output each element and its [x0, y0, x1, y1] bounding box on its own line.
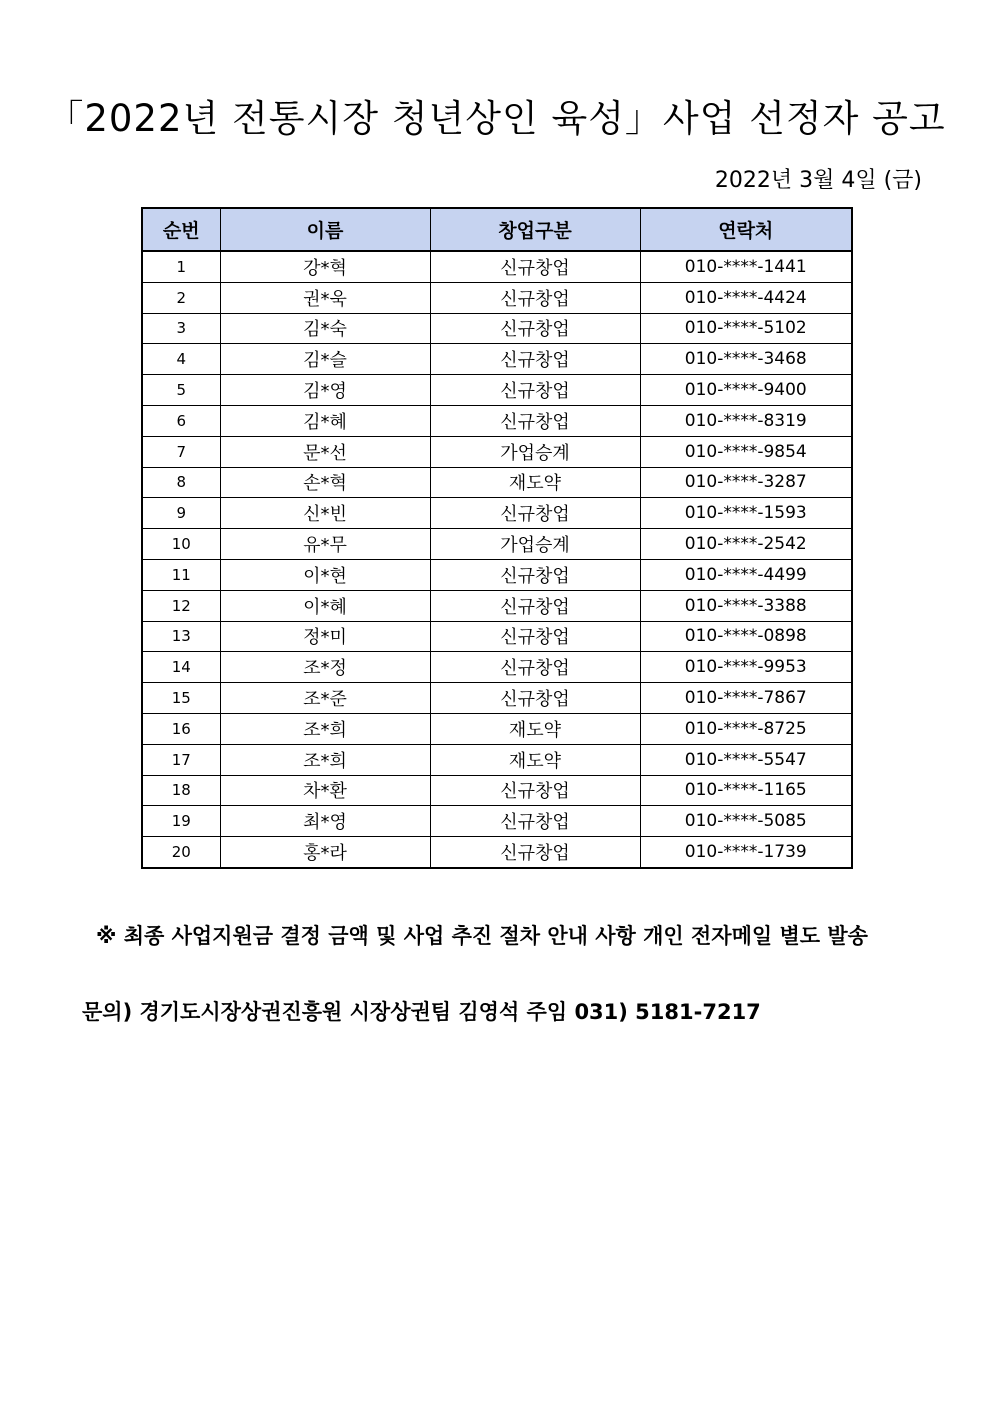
cell-type: 신규창업 — [430, 313, 640, 344]
cell-name: 권*욱 — [220, 282, 430, 313]
cell-contact: 010-****-4499 — [640, 559, 852, 590]
table-row — [142, 282, 852, 313]
table-row — [142, 713, 852, 744]
cell-number: 15 — [142, 683, 220, 714]
column-header-type: 창업구분 — [430, 208, 640, 251]
cell-type: 신규창업 — [430, 837, 640, 868]
table-row — [142, 436, 852, 467]
cell-name: 이*혜 — [220, 590, 430, 621]
cell-number: 19 — [142, 806, 220, 837]
cell-contact: 010-****-9400 — [640, 375, 852, 406]
table-row — [142, 806, 852, 837]
cell-name: 손*혁 — [220, 467, 430, 498]
cell-type: 신규창업 — [430, 806, 640, 837]
table-header-row — [142, 208, 852, 251]
page-title: 「2022년 전통시장 청년상인 육성」사업 선정자 공고 — [46, 97, 946, 140]
cell-name: 문*선 — [220, 436, 430, 467]
cell-type: 신규창업 — [430, 498, 640, 529]
cell-type: 재도약 — [430, 713, 640, 744]
table-row — [142, 313, 852, 344]
cell-type: 가업승계 — [430, 436, 640, 467]
cell-number: 3 — [142, 313, 220, 344]
table-row — [142, 744, 852, 775]
cell-type: 재도약 — [430, 744, 640, 775]
cell-number: 4 — [142, 344, 220, 375]
cell-contact: 010-****-9953 — [640, 652, 852, 683]
table-row — [142, 529, 852, 560]
cell-number: 9 — [142, 498, 220, 529]
cell-type: 신규창업 — [430, 405, 640, 436]
cell-contact: 010-****-4424 — [640, 282, 852, 313]
cell-number: 6 — [142, 405, 220, 436]
cell-contact: 010-****-2542 — [640, 529, 852, 560]
cell-name: 조*준 — [220, 683, 430, 714]
cell-contact: 010-****-7867 — [640, 683, 852, 714]
cell-type: 신규창업 — [430, 344, 640, 375]
table-row — [142, 559, 852, 590]
cell-number: 13 — [142, 621, 220, 652]
cell-name: 홍*라 — [220, 837, 430, 868]
contact-info: 문의) 경기도시장상권진흥원 시장상권팀 김영석 주임 031) 5181-7217 — [82, 1000, 761, 1024]
cell-contact: 010-****-1441 — [640, 251, 852, 282]
cell-number: 10 — [142, 529, 220, 560]
table-row — [142, 498, 852, 529]
cell-name: 차*환 — [220, 775, 430, 806]
cell-type: 신규창업 — [430, 775, 640, 806]
cell-type: 신규창업 — [430, 683, 640, 714]
cell-type: 신규창업 — [430, 251, 640, 282]
cell-contact: 010-****-9854 — [640, 436, 852, 467]
cell-number: 7 — [142, 436, 220, 467]
cell-number: 1 — [142, 251, 220, 282]
cell-name: 이*현 — [220, 559, 430, 590]
cell-name: 조*희 — [220, 744, 430, 775]
cell-name: 조*희 — [220, 713, 430, 744]
cell-contact: 010-****-1593 — [640, 498, 852, 529]
cell-contact: 010-****-1165 — [640, 775, 852, 806]
table-row — [142, 251, 852, 282]
cell-contact: 010-****-5102 — [640, 313, 852, 344]
cell-contact: 010-****-3388 — [640, 590, 852, 621]
cell-type: 재도약 — [430, 467, 640, 498]
cell-contact: 010-****-1739 — [640, 837, 852, 868]
selectee-table — [141, 207, 853, 869]
cell-name: 유*무 — [220, 529, 430, 560]
table-row — [142, 375, 852, 406]
table-row — [142, 837, 852, 868]
cell-name: 김*혜 — [220, 405, 430, 436]
cell-name: 김*슬 — [220, 344, 430, 375]
cell-name: 정*미 — [220, 621, 430, 652]
cell-contact: 010-****-5085 — [640, 806, 852, 837]
cell-number: 11 — [142, 559, 220, 590]
cell-name: 신*빈 — [220, 498, 430, 529]
cell-name: 김*영 — [220, 375, 430, 406]
column-header-contact: 연락처 — [640, 208, 852, 251]
cell-contact: 010-****-5547 — [640, 744, 852, 775]
table-row — [142, 590, 852, 621]
cell-number: 5 — [142, 375, 220, 406]
table-row — [142, 467, 852, 498]
notice-text: ※ 최종 사업지원금 결정 금액 및 사업 추진 절차 안내 사항 개인 전자메일 별도 발송 — [96, 924, 868, 948]
cell-name: 김*숙 — [220, 313, 430, 344]
cell-number: 14 — [142, 652, 220, 683]
cell-name: 조*정 — [220, 652, 430, 683]
table-row — [142, 775, 852, 806]
table-body — [142, 251, 852, 868]
table-row — [142, 405, 852, 436]
cell-type: 신규창업 — [430, 559, 640, 590]
table-row — [142, 683, 852, 714]
cell-type: 신규창업 — [430, 375, 640, 406]
table-row — [142, 344, 852, 375]
cell-type: 신규창업 — [430, 590, 640, 621]
cell-contact: 010-****-0898 — [640, 621, 852, 652]
cell-number: 20 — [142, 837, 220, 868]
table-row — [142, 652, 852, 683]
cell-number: 16 — [142, 713, 220, 744]
cell-number: 12 — [142, 590, 220, 621]
cell-type: 신규창업 — [430, 652, 640, 683]
column-header-name: 이름 — [220, 208, 430, 251]
cell-number: 8 — [142, 467, 220, 498]
announcement-date: 2022년 3월 4일 (금) — [714, 168, 922, 193]
cell-name: 최*영 — [220, 806, 430, 837]
cell-type: 가업승계 — [430, 529, 640, 560]
cell-type: 신규창업 — [430, 621, 640, 652]
table-row — [142, 621, 852, 652]
cell-type: 신규창업 — [430, 282, 640, 313]
cell-contact: 010-****-3468 — [640, 344, 852, 375]
column-header-number: 순번 — [142, 208, 220, 251]
cell-contact: 010-****-3287 — [640, 467, 852, 498]
cell-contact: 010-****-8319 — [640, 405, 852, 436]
cell-number: 18 — [142, 775, 220, 806]
cell-contact: 010-****-8725 — [640, 713, 852, 744]
cell-number: 2 — [142, 282, 220, 313]
cell-number: 17 — [142, 744, 220, 775]
cell-name: 강*혁 — [220, 251, 430, 282]
